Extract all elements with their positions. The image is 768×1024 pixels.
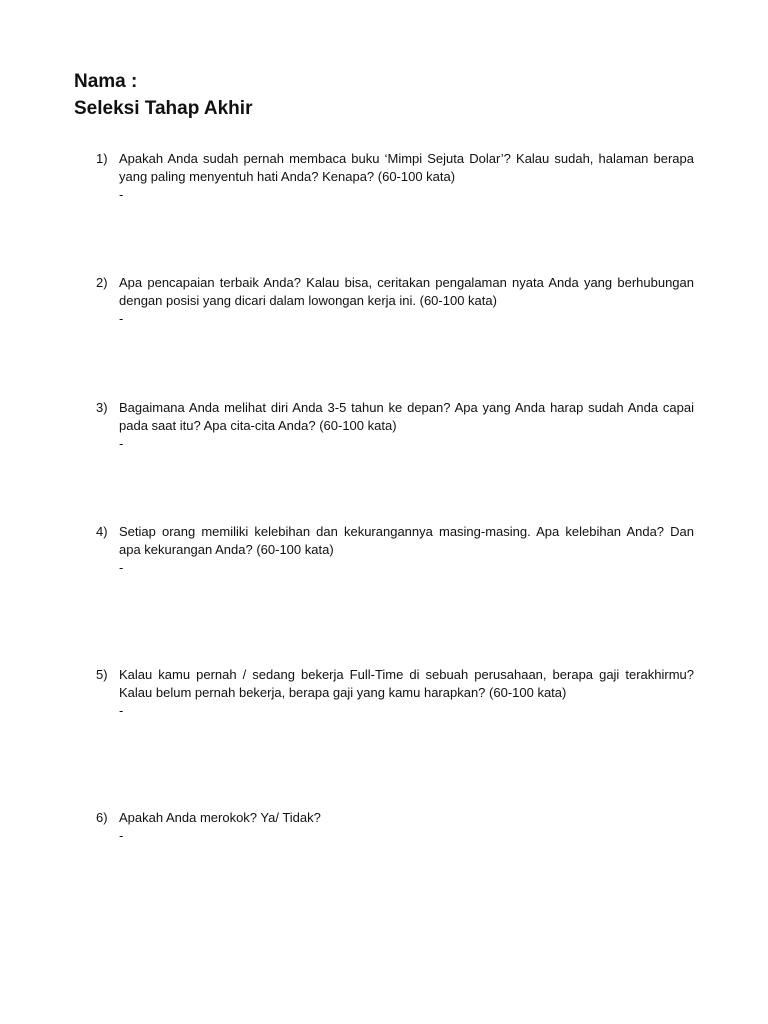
- page-title: Seleksi Tahap Akhir: [74, 98, 253, 119]
- question-text: Kalau kamu pernah / sedang bekerja Full-Time di sebuah perusahaan, berapa gaji terakhirmu? Kalau belum pernah bekerja, berapa gaji yang kamu harapkan? (60-100 kata): [119, 667, 694, 700]
- answer-placeholder: -: [119, 436, 124, 451]
- question-text: Apa pencapaian terbaik Anda? Kalau bisa, ceritakan pengalaman nyata Anda yang berhubungan dengan posisi yang dicari dalam lowongan kerja ini. (60-100 kata): [119, 275, 694, 308]
- answer-placeholder: -: [119, 560, 124, 575]
- answer-placeholder: -: [119, 187, 124, 202]
- question-text: Bagaimana Anda melihat diri Anda 3-5 tahun ke depan? Apa yang Anda harap sudah Anda capai pada saat itu? Apa cita-cita Anda? (60-100 kata): [119, 400, 694, 433]
- question-number: 6): [96, 810, 108, 825]
- question-text: Setiap orang memiliki kelebihan dan kekurangannya masing-masing. Apa kelebihan Anda? Dan apa kekurangan Anda? (60-100 kata): [119, 524, 694, 557]
- question-text: Apakah Anda sudah pernah membaca buku ‘Mimpi Sejuta Dolar’? Kalau sudah, halaman berapa yang paling menyentuh hati Anda? Kenapa? (60-100 kata): [119, 151, 694, 184]
- question-number: 2): [96, 275, 108, 290]
- question-2: [96, 274, 694, 328]
- answer-placeholder: -: [119, 828, 124, 843]
- answer-placeholder: -: [119, 703, 124, 718]
- question-1: [96, 150, 694, 204]
- question-6: [96, 809, 694, 845]
- question-number: 1): [96, 151, 108, 166]
- question-number: 3): [96, 400, 108, 415]
- question-number: 5): [96, 667, 108, 682]
- question-4: [96, 523, 694, 577]
- question-5: [96, 666, 694, 720]
- question-number: 4): [96, 524, 108, 539]
- question-3: [96, 399, 694, 453]
- answer-placeholder: -: [119, 311, 124, 326]
- question-text: Apakah Anda merokok? Ya/ Tidak?: [119, 810, 321, 825]
- name-label: Nama :: [74, 71, 138, 92]
